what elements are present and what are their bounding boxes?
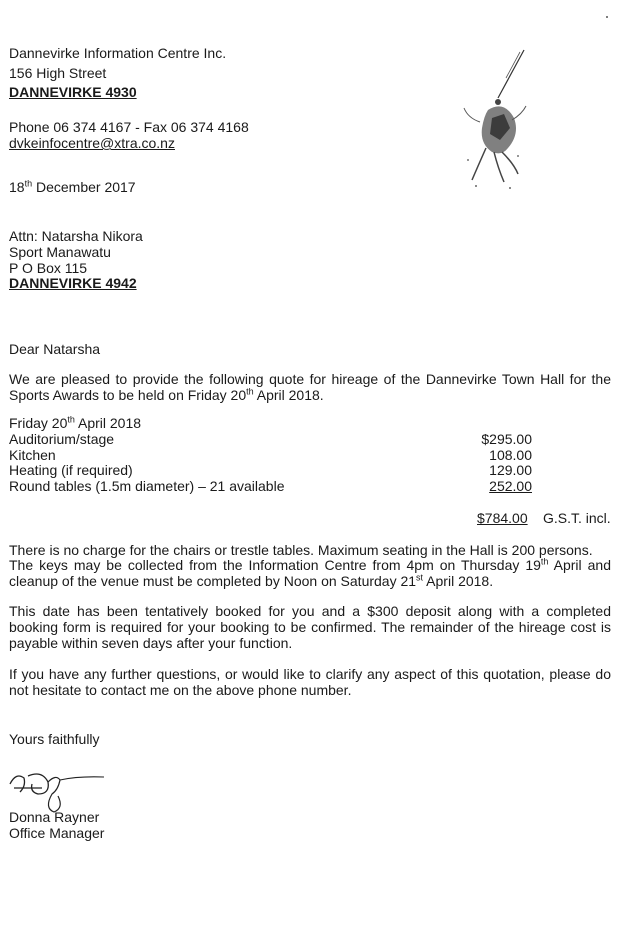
letter-date: 18th December 2017: [9, 178, 136, 195]
quote-row: [9, 431, 532, 447]
signatory-name: Donna Rayner: [9, 809, 100, 825]
quote-item-label: Round tables (1.5m diameter) – 21 available: [9, 478, 285, 494]
sender-name: Dannevirke Information Centre Inc.: [9, 45, 227, 61]
intro-paragraph: We are pleased to provide the following quote for hireage of the Dannevirke Town Hall for the Sports Awards to be held on Friday 20th April 2018.: [9, 371, 611, 403]
sender-email[interactable]: dvkeinfocentre@xtra.co.nz: [9, 135, 175, 151]
quote-row: [9, 462, 532, 478]
signatory-title: Office Manager: [9, 825, 105, 841]
organisation-logo-figure: [458, 48, 528, 198]
quote-item-amount: 129.00: [489, 462, 532, 478]
handwritten-signature: [8, 764, 108, 814]
quote-item-amount: 108.00: [489, 447, 532, 463]
scan-speck: [606, 16, 608, 18]
quote-row: [9, 478, 532, 494]
quote-item-label: Auditorium/stage: [9, 431, 115, 447]
quote-total-amount: $784.00: [477, 510, 528, 526]
recipient-org: Sport Manawatu: [9, 244, 111, 260]
quote-item-amount: $295.00: [481, 431, 532, 447]
seating-note: There is no charge for the chairs or trestle tables. Maximum seating in the Hall is 200 persons.: [9, 542, 593, 558]
recipient-attn: Attn: Natarsha Nikora: [9, 228, 143, 244]
quote-date: Friday 20th April 2018: [9, 414, 142, 431]
quote-row: [9, 447, 532, 463]
recipient-town: DANNEVIRKE 4942: [9, 275, 137, 291]
quote-item-amount: 252.00: [489, 478, 532, 494]
questions-paragraph: If you have any further questions, or would like to clarify any aspect of this quotation, please do not hesitate to contact me on the above phone number.: [9, 666, 611, 698]
sender-phone: Phone 06 374 4167 - Fax 06 374 4168: [9, 119, 249, 135]
quote-item-label: Heating (if required): [9, 462, 133, 478]
quote-gst-note: G.S.T. incl.: [543, 510, 611, 526]
recipient-po-box: P O Box 115: [9, 260, 88, 276]
quote-total: [477, 510, 528, 526]
keys-paragraph: The keys may be collected from the Information Centre from 4pm on Thursday 19th April and cleanup of the venue must be completed by Noon on Saturday 21st April 2018.: [9, 556, 611, 589]
sender-street: 156 High Street: [9, 65, 107, 81]
sender-town: DANNEVIRKE 4930: [9, 84, 137, 100]
greeting: Dear Natarsha: [9, 341, 101, 357]
closing: Yours faithfully: [9, 731, 100, 747]
booking-paragraph: This date has been tentatively booked for you and a $300 deposit along with a completed booking form is required for your booking to be confirmed. The remainder of the hireage cost is payable within seven days after your function.: [9, 603, 611, 651]
quote-item-label: Kitchen: [9, 447, 56, 463]
